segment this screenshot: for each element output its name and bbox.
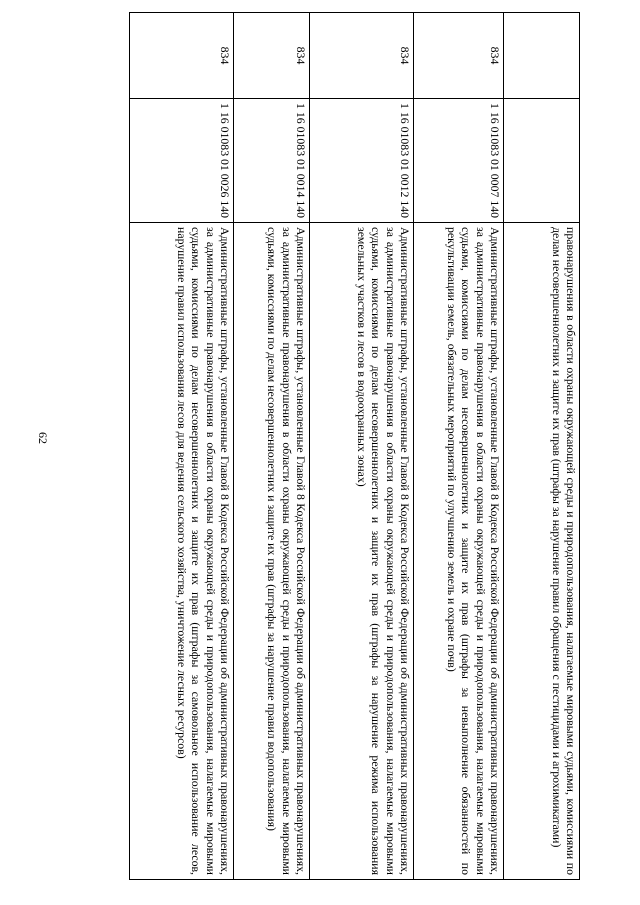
table-row: [130, 13, 234, 880]
table-row: [310, 13, 414, 880]
description-cell: Административные штрафы, установленные Главой 8 Кодекса Российской Федерации об административных правонарушениях, за административные правонарушения в области охраны окружающей среды и природопользования, налагаемые мировыми судьями, комиссиями по делам несовершеннолетних и защите их прав (штрафы за нарушение правил водопользования): [234, 223, 310, 880]
budget-code-cell: 1 16 01083 01 0014 140: [234, 99, 310, 223]
table-row: [414, 13, 504, 880]
description-cell: Административные штрафы, установленные Главой 8 Кодекса Российской Федерации об административных правонарушениях, за административные правонарушения в области охраны окружающей среды и природопользования, налагаемые мировыми судьями, комиссиями по делам несовершеннолетних и защите их прав (штрафы за нарушение режима использования земельных участков и лесов в водоохранных зонах): [310, 223, 414, 880]
table-row: [504, 13, 580, 880]
page-number: 62: [36, 432, 50, 444]
admin-code-cell: [504, 13, 580, 99]
budget-codes-table: [129, 12, 580, 880]
budget-code-cell: 1 16 01083 01 0012 140: [310, 99, 414, 223]
admin-code-cell: 834: [234, 13, 310, 99]
description-cell: правонарушения в области охраны окружающей среды и природопользования, налагаемые мировыми судьями, комиссиями по делам несовершеннолетних и защите их прав (штрафы за нарушение правил обращения с пестицидами и агрохимикатами): [504, 223, 580, 880]
description-cell: Административные штрафы, установленные Главой 8 Кодекса Российской Федерации об административных правонарушениях, за административные правонарушения в области охраны окружающей среды и природопользования, налагаемые мировыми судьями, комиссиями по делам несовершеннолетних и защите их прав (штрафы за невыполнение обязанностей по рекультивации земель, обязательных мероприятий по улучшению земель и охране почв): [414, 223, 504, 880]
description-cell: Административные штрафы, установленные Главой 8 Кодекса Российской Федерации об административных правонарушениях, за административные правонарушения в области охраны окружающей среды и природопользования, налагаемые мировыми судьями, комиссиями по делам несовершеннолетних и защите их прав (штрафы за самовольное использование лесов, нарушение правил использования лесов для ведения сельского хозяйства, уничтожение лесных ресурсов): [130, 223, 234, 880]
admin-code-cell: 834: [310, 13, 414, 99]
table-row: [234, 13, 310, 880]
admin-code-cell: 834: [130, 13, 234, 99]
budget-code-cell: 1 16 01083 01 0007 140: [414, 99, 504, 223]
admin-code-cell: 834: [414, 13, 504, 99]
budget-code-cell: [504, 99, 580, 223]
budget-code-cell: 1 16 01083 01 0026 140: [130, 99, 234, 223]
